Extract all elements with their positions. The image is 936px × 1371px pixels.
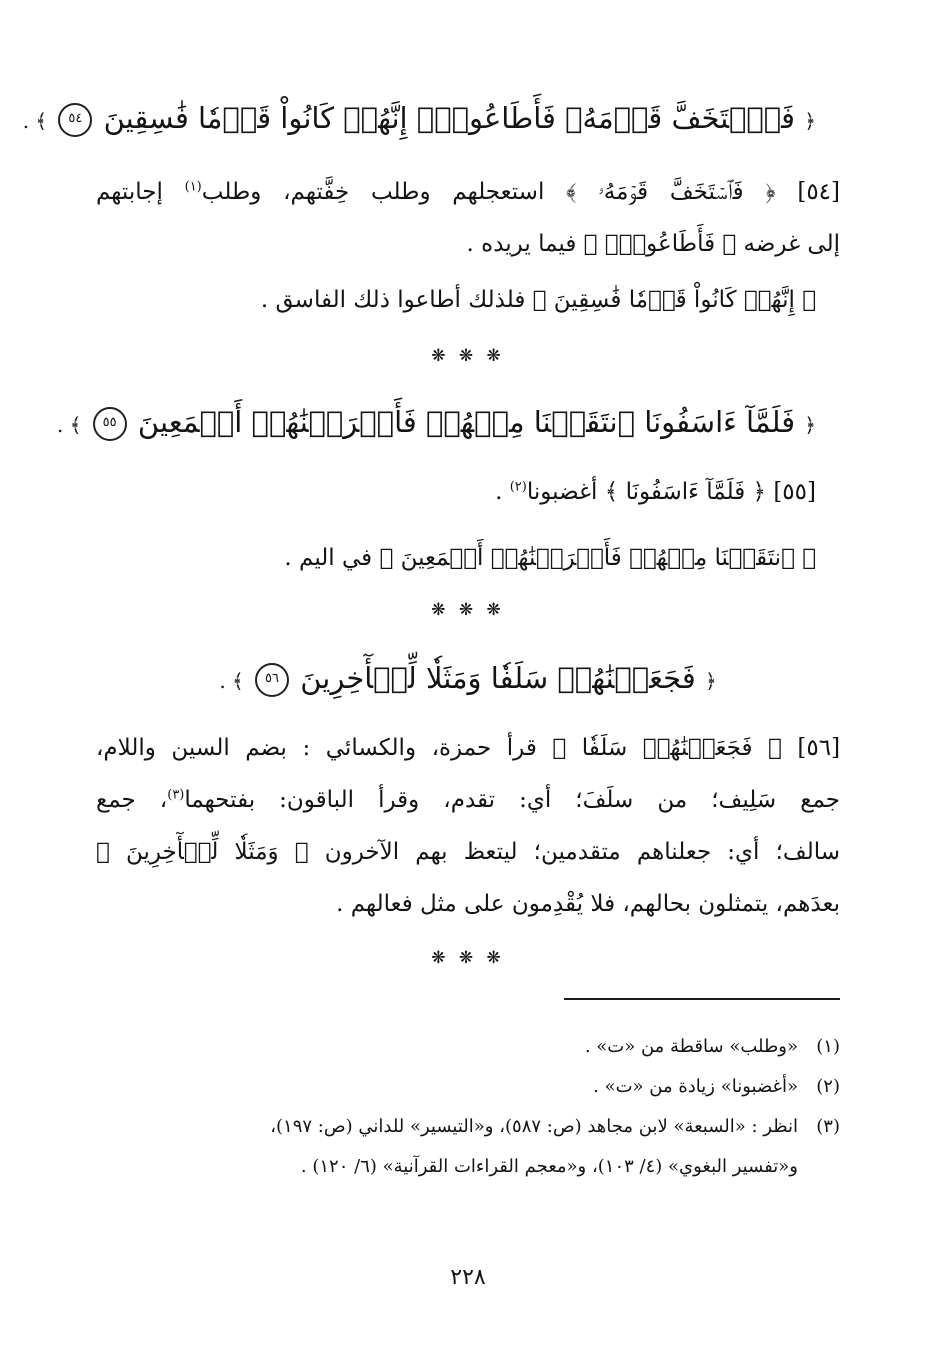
ornate-bracket-open: ﴿ (294, 839, 309, 865)
verse-reference: [٥٤] (797, 179, 841, 205)
commentary-text: ، جمع (96, 787, 168, 813)
commentary-text: في اليم . (284, 545, 373, 571)
footnote-text: انظر : «السبعة» لابن مجاهد (ص: ٥٨٧)، و«التيسير» للداني (ص: ١٩٧)، (270, 1116, 798, 1137)
ornate-bracket-open: ﴿ (768, 735, 782, 761)
commentary-text: فلذلك أطاعوا ذلك الفاسق . (260, 287, 526, 313)
ornate-bracket-close: ﴾ (379, 545, 394, 571)
quoted-quran: وَمَثَلٗا لِّلۡأٓخِرِينَ (125, 839, 279, 865)
commentary-text: قرأ حمزة، والكسائي : بضم السين واللام، (96, 735, 537, 761)
commentary-text: إجابتهم (96, 179, 163, 205)
commentary-text: . (495, 479, 503, 505)
ornate-bracket-open: ﴿ (704, 669, 717, 693)
footnote-3 (96, 1112, 840, 1142)
footnote-divider (564, 998, 840, 1000)
quoted-quran: إِنَّهُمۡ كَانُواْ قَوۡمٗا فَٰسِقِينَ (553, 287, 795, 313)
ornate-bracket-close: ﴾ . (22, 109, 48, 133)
commentary-54-line-3 (96, 280, 816, 320)
ornate-bracket-open: ﴿ (722, 231, 737, 257)
footnote-3-continued (96, 1152, 840, 1182)
section-separator: ❋ ❋ ❋ (431, 948, 505, 968)
ornate-bracket-close: ﴾ (583, 231, 598, 257)
ornate-bracket-close: ﴾ (604, 479, 619, 505)
commentary-text: فيما يريده . (466, 231, 577, 257)
commentary-56-line-1 (96, 728, 840, 768)
verse-text: فَلَمَّآ ءَاسَفُونَا ٱنتَقَمۡنَا مِنۡهُمۡ فَأَغۡرَقۡنَٰهُمۡ أَجۡمَعِينَ (137, 405, 796, 439)
verse-55 (57, 400, 816, 447)
verse-text: فَجَعَلۡنَٰهُمۡ سَلَفٗا وَمَثَلٗا لِّلۡأٓخِرِينَ (300, 661, 696, 695)
ayah-number-marker: ٥٦ (255, 663, 289, 697)
section-separator: ❋ ❋ ❋ (431, 600, 505, 620)
verse-56 (120, 656, 816, 703)
ornate-bracket-open: ﴿ (802, 287, 816, 313)
commentary-55-line-2 (96, 538, 816, 578)
footnote-text: «أغضبونا» زيادة من «ت» . (593, 1076, 798, 1097)
verse-54 (22, 96, 816, 143)
quoted-quran: فَأَطَاعُوهُۚ (604, 231, 716, 257)
ayah-number-marker: ٥٤ (58, 103, 92, 137)
ornate-bracket-close: ﴾ (566, 179, 577, 205)
commentary-text: جمع سَلِيف؛ من سلَفَ؛ أي: تقدم، وقرأ الباقون: بفتحهما (184, 787, 840, 813)
ornate-bracket-open: ﴿ (804, 413, 816, 437)
footnote-1 (96, 1032, 840, 1062)
page-number: ٢٢٨ (450, 1265, 486, 1290)
quoted-quran: ٱنتَقَمۡنَا مِنۡهُمۡ فَأَغۡرَقۡنَٰهُمۡ أَجۡمَعِينَ (400, 545, 795, 571)
ornate-bracket-close: ﴾ (552, 735, 567, 761)
ornate-bracket-close: ﴾ . (219, 669, 244, 693)
footnote-text: و«تفسير البغوي» (٤/ ١٠٣)، و«معجم القراءات القرآنية» (٦/ ١٢٠) . (300, 1156, 798, 1177)
quoted-quran: فَٱسۡتَخَفَّ قَوۡمَهُۥ (598, 179, 744, 205)
commentary-54-line-1 (96, 172, 840, 212)
commentary-56-line-2 (96, 780, 840, 820)
commentary-text: بعدَهم، يتمثلون بحالهم، فلا يُقْدِمون على مثل فعالهم . (336, 891, 840, 917)
ornate-bracket-open: ﴿ (752, 479, 766, 505)
ornate-bracket-open: ﴿ (802, 545, 816, 571)
ayah-number-marker: ٥٥ (93, 407, 127, 441)
commentary-56-line-3 (96, 832, 840, 872)
quoted-quran: فَلَمَّآ ءَاسَفُونَا (625, 479, 746, 505)
commentary-text: استعجلهم وطلب خِفَّتهم، وطلب (201, 179, 545, 205)
commentary-54-line-2 (96, 224, 840, 264)
commentary-56-line-4 (96, 884, 840, 924)
ornate-bracket-open: ﴿ (804, 109, 816, 133)
ornate-bracket-open: ﴿ (765, 179, 776, 205)
footnote-ref[interactable]: (١) (184, 179, 202, 195)
verse-reference: [٥٦] (797, 735, 841, 761)
footnote-number: (٣) (816, 1116, 840, 1137)
quoted-quran: فَجَعَلۡنَٰهُمۡ سَلَفٗا (581, 735, 753, 761)
footnote-number: (١) (816, 1036, 840, 1057)
footnote-2 (96, 1072, 840, 1102)
footnote-ref[interactable]: (٣) (167, 787, 185, 803)
commentary-text: أغضبونا (526, 479, 598, 505)
section-separator: ❋ ❋ ❋ (431, 346, 505, 366)
footnote-text: «وطلب» ساقطة من «ت» . (584, 1036, 798, 1057)
ornate-bracket-close: ﴾ (96, 839, 110, 865)
commentary-text: سالف؛ أي: جعلناهم متقدمين؛ ليتعظ بهم الآخرون (324, 839, 840, 865)
footnote-number: (٢) (816, 1076, 840, 1097)
ornate-bracket-close: ﴾ (532, 287, 547, 313)
commentary-55-line-1 (96, 472, 816, 512)
ornate-bracket-close: ﴾ . (57, 413, 82, 437)
commentary-text: إلى غرضه (743, 231, 840, 257)
verse-text: فَٱسۡتَخَفَّ قَوۡمَهُۥ فَأَطَاعُوهُۚ إِنَّهُمۡ كَانُواْ قَوۡمٗا فَٰسِقِينَ (103, 101, 796, 135)
footnote-ref[interactable]: (٢) (509, 479, 527, 495)
verse-reference: [٥٥] (773, 479, 816, 505)
